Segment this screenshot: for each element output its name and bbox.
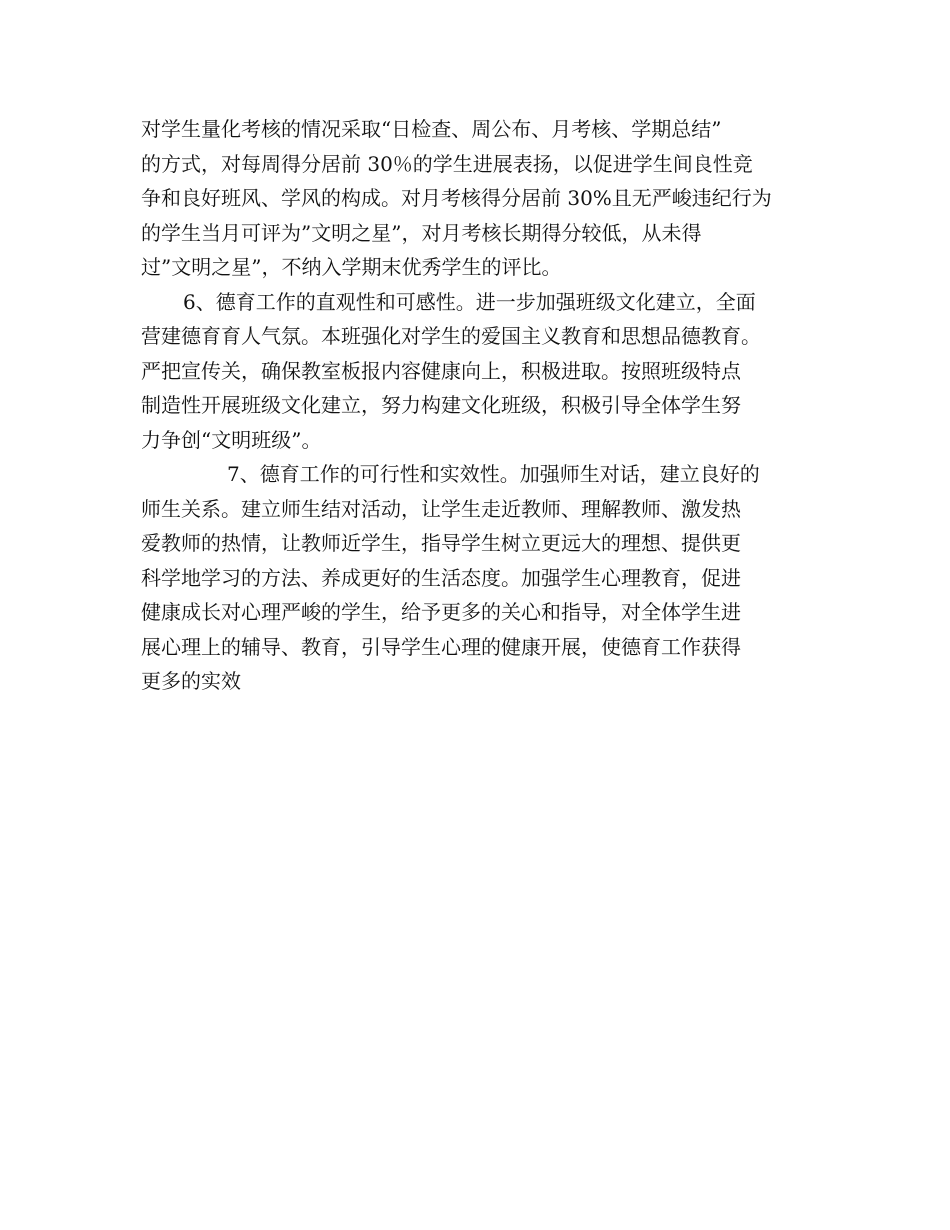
text-line: 对学生量化考核的情况采取“日检查、周公布、月考核、学期总结” (141, 117, 722, 141)
text-line: 制造性开展班级文化建立，努力构建文化班级，积极引导全体学生努 (141, 393, 741, 417)
text-line: 师生关系。建立师生结对活动，让学生走近教师、理解教师、激发热 (141, 496, 741, 521)
body-text (141, 112, 841, 699)
text-line: 严把宣传关，确保教室板报内容健康向上，积极进取。按照班级特点 (141, 358, 741, 383)
text-line: 科学地学习的方法、养成更好的生活态度。加强学生心理教育，促进 (141, 565, 741, 590)
text-line: 过”文明之星”，不纳入学期末优秀学生的评比。 (141, 255, 562, 279)
text-line: 营建德育育人气氛。本班强化对学生的爱国主义教育和思想品德教育。 (141, 324, 761, 348)
text-line: 争和良好班风、学风的构成。对月考核得分居前 30%且无严峻违纪行为 (141, 186, 772, 210)
text-line: 的学生当月可评为”文明之星”，对月考核长期得分较低，从未得 (141, 220, 702, 245)
text-line: 展心理上的辅导、教育，引导学生心理的健康开展，使德育工作获得 (141, 634, 741, 659)
text-line: 的方式，对每周得分居前 30％的学生进展表扬，以促进学生间良性竞 (141, 151, 753, 176)
paragraph-6-first-line: 6、德育工作的直观性和可感性。进一步加强班级文化建立，全面 (183, 289, 756, 314)
paragraph-7-first-line: 7、德育工作的可行性和实效性。加强师生对话，建立良好的 (227, 462, 760, 486)
text-line: 更多的实效 (141, 669, 241, 693)
text-line: 爱教师的热情，让教师近学生，指导学生树立更远大的理想、提供更 (141, 531, 741, 555)
text-line: 力争创“文明班级”。 (141, 427, 322, 452)
text-line: 健康成长对心理严峻的学生，给予更多的关心和指导，对全体学生进 (141, 600, 741, 624)
